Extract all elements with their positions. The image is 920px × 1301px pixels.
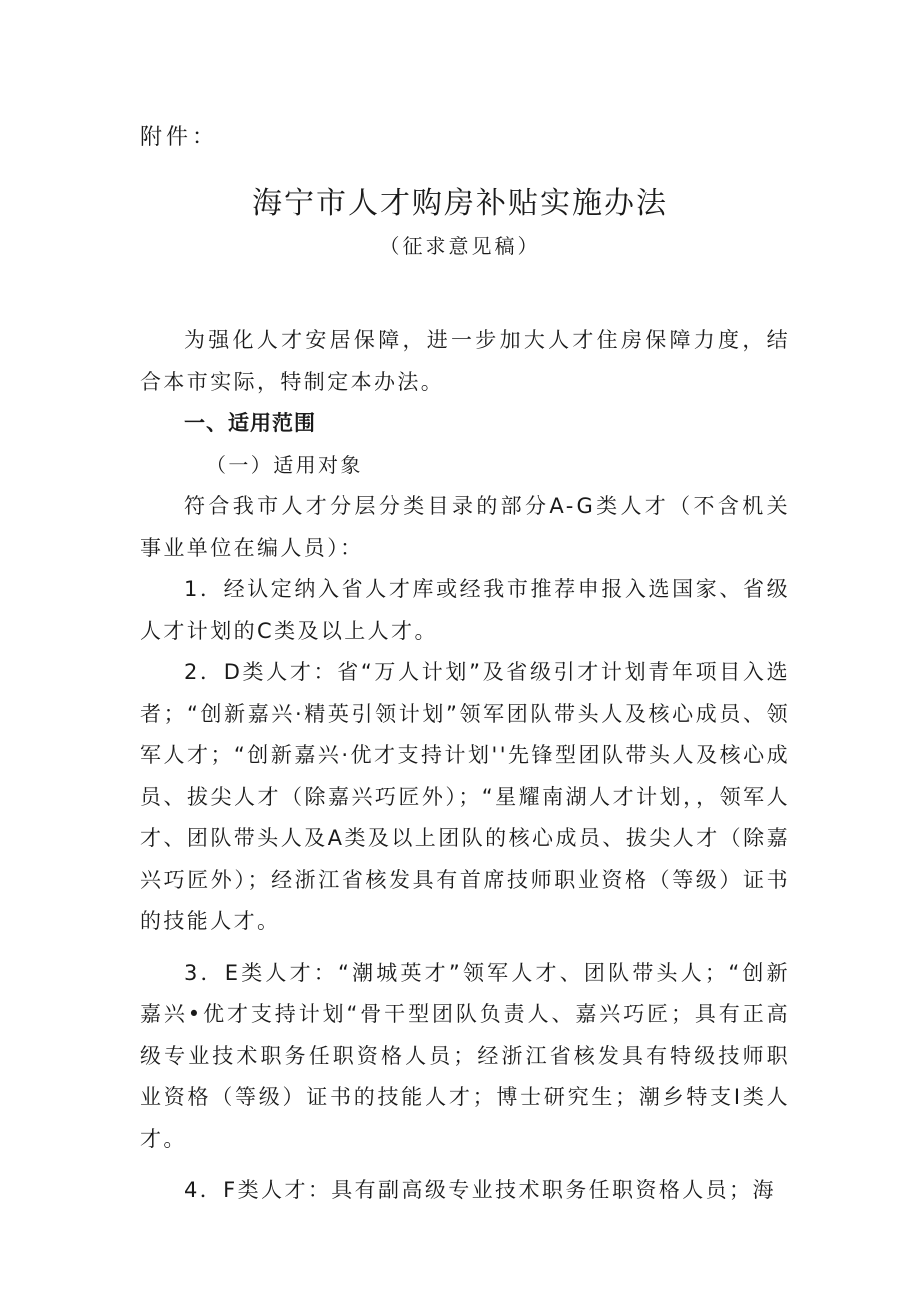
- document-title: 海宁市人才购房补贴实施办法: [252, 186, 668, 221]
- list-item-3: 3．E类人才：“潮城英才”领军人才、团队带头人；“创新嘉兴•优才支持计划“骨干型团队负责人、嘉兴巧匠；具有正高级专业技术职务任职资格人员；经浙江省核发具有特级技师职业资格（等级）证书的技能人才；博士研究生；潮乡特支Ⅰ类人才。: [140, 960, 790, 1151]
- body-paragraph: 符合我市人才分层分类目录的部分A-G类人才（不含机关事业单位在编人员）：: [140, 494, 790, 560]
- list-item-1: 1．经认定纳入省人才库或经我市推荐申报入选国家、省级人才计划的C类及以上人才。: [140, 577, 790, 643]
- section-heading: 一、适用范围: [184, 411, 316, 435]
- attachment-label: 附件：: [140, 125, 219, 150]
- document-body: [140, 320, 790, 1212]
- list-item-4: 4．F类人才：具有副高级专业技术职务任职资格人员；海: [184, 1178, 776, 1202]
- subsection-heading: （一）适用对象: [206, 452, 363, 477]
- intro-paragraph: 为强化人才安居保障，进一步加大人才住房保障力度，结合本市实际，特制定本办法。: [140, 328, 790, 394]
- document-subtitle: （征求意见稿）: [379, 234, 541, 258]
- list-item-2: 2．D类人才：省“万人计划”及省级引才计划青年项目入选者；“创新嘉兴·精英引领计划”领军团队带头人及核心成员、领军人才；“创新嘉兴·优才支持计划''先锋型团队带头人及核心成员、拔尖人才（除嘉兴巧匠外）；“星耀南湖人才计划，，领军人才、团队带头人及A类及以上团队的核心成员、拔尖人才（除嘉兴巧匠外）；经浙江省核发具有首席技师职业资格（等级）证书的技能人才。: [140, 660, 790, 933]
